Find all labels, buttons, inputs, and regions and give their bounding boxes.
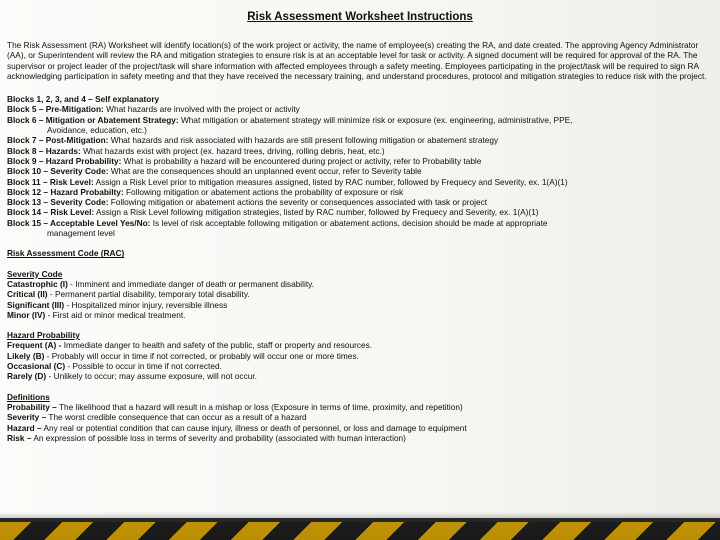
block-line: Block 9 – Hazard Probability: What is probability a hazard will be encountered during project or activity, refer to Probability table (7, 155, 482, 166)
block-line: Block 8 – Hazards: What hazards exist with project (ex. hazard trees, driving, rolling debris, heat, etc.) (7, 145, 385, 156)
block-continuation: Avoidance, education, etc.) (47, 125, 147, 136)
block-line: Block 10 – Severity Code: What are the consequences should an unplanned event occur, refer to Severity table (7, 166, 422, 177)
page-title: Risk Assessment Worksheet Instructions (247, 11, 473, 23)
severity-section (7, 269, 713, 320)
definition-item: Severity – The worst credible consequence that can occur as a result of a hazard (7, 412, 307, 423)
rac-heading: Risk Assessment Code (RAC) (7, 248, 125, 259)
severity-heading: Severity Code (7, 268, 63, 279)
definition-item: Probability – The likelihood that a hazard will result in a mishap or loss (Exposure in terms of time, proximity, and repetition) (7, 401, 463, 412)
definition-item: Hazard – Any real or potential condition that can cause injury, illness or death of personnel, or loss and damage to equipment (7, 422, 467, 433)
probability-item: Occasional (C) - Possible to occur in time if not corrected. (7, 361, 222, 372)
block-line: Block 7 – Post-Mitigation: What hazards and risk associated with hazards are still present following mitigation or abatement strategy (7, 135, 499, 146)
block-continuation: management level (47, 228, 115, 239)
definitions-heading: Definitions (7, 391, 50, 402)
hazard-stripe-bar (0, 518, 720, 540)
probability-section (7, 330, 713, 381)
severity-item: Critical (II) - Permanent partial disability, temporary total disability. (7, 289, 250, 300)
document-body (7, 40, 713, 443)
blocks-list (7, 94, 713, 238)
severity-item: Significant (III) - Hospitalized minor injury, reversible illness (7, 299, 228, 310)
definitions-section (7, 392, 713, 443)
probability-heading: Hazard Probability (7, 330, 80, 341)
block-line: Block 14 – Risk Level: Assign a Risk Level following mitigation strategies, listed by RAC number, followed by Frequecy and Severity, ex. 1(A)(1) (7, 207, 539, 218)
block-line: Block 15 – Acceptable Level Yes/No: Is level of risk acceptable following mitigation or abatement actions, decision should be made at appropriate (7, 217, 548, 228)
probability-item: Rarely (D) - Unlikely to occur; may assume exposure, will not occur. (7, 371, 257, 382)
severity-item: Minor (IV) - First aid or minor medical treatment. (7, 309, 186, 320)
definition-item: Risk – An expression of possible loss in terms of severity and probability (associated with human interaction) (7, 432, 406, 443)
block-line: Blocks 1, 2, 3, and 4 – Self explanatory (7, 94, 160, 105)
probability-item: Frequent (A) - Immediate danger to health and safety of the public, staff or property and resources. (7, 340, 373, 351)
probability-item: Likely (B) - Probably will occur in time if not corrected, or probably will occur one or more times. (7, 350, 359, 361)
block-line: Block 5 – Pre-Mitigation: What hazards are involved with the project or activity (7, 104, 300, 115)
intro-paragraph: The Risk Assessment (RA) Worksheet will identify location(s) of the work project or activity, the name of employee(s) creating the RA, and date created. The approving Agency Administrator (AA), or Superintendent will review the RA and mitigation strategies to ensure risk is at an acceptable level for task or activity. A signed document will be required for approval of the RA. The supervisor or project leader of the project/task will share information with affected employees through a safety meeting. Employees participating in the project/task will be required to sign RA acknowledging participation in safety meeting and that they have received the necessary training, and understand procedures, protocol and mitigation strategies to reduce risk with the project. (7, 40, 707, 81)
block-line: Block 13 – Severity Code: Following mitigation or abatement actions the severity or consequences associated with task or project (7, 197, 488, 208)
block-line: Block 6 – Mitigation or Abatement Strategy: What mitigation or abatement strategy will minimize risk or exposure (ex. engineering, administrative, PPE, (7, 114, 573, 125)
block-line: Block 12 – Hazard Probabilty: Following mitigation or abatement actions the probability of exposure or risk (7, 186, 404, 197)
severity-item: Catastrophic (I) - Imminent and immediate danger of death or permanent disability. (7, 278, 314, 289)
block-line: Block 11 – Risk Level: Assign a Risk Level prior to mitigation measures assigned, listed by RAC number, followed by Frequecy and Severity, ex. 1(A)(1) (7, 176, 568, 187)
